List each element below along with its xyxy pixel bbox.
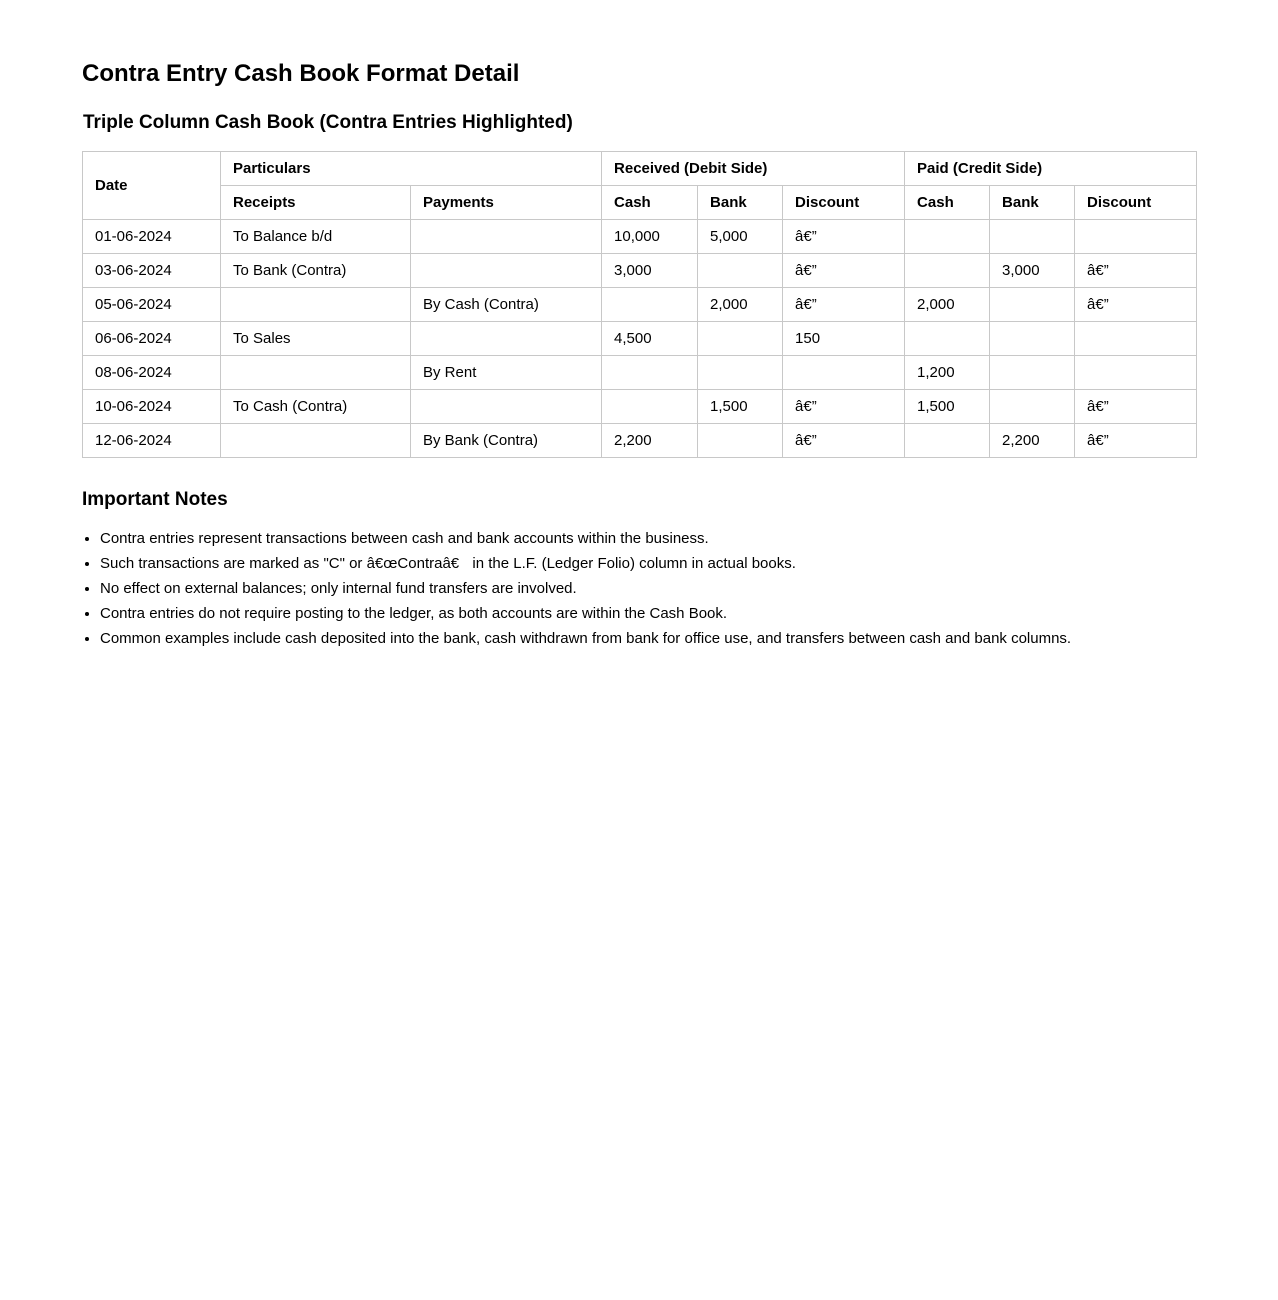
cell-paid-discount: â€” xyxy=(1075,254,1197,288)
cell-paid-cash: 1,500 xyxy=(905,390,990,424)
header-paid: Paid (Credit Side) xyxy=(905,152,1197,186)
cell-payments xyxy=(411,254,602,288)
cell-received-cash xyxy=(602,288,698,322)
list-item: • Contra entries represent transactions between cash and bank accounts within the business. xyxy=(100,526,1196,551)
cell-payments xyxy=(411,390,602,424)
table-row xyxy=(83,424,1197,458)
cell-received-discount: 150 xyxy=(783,322,905,356)
cell-date: 12-06-2024 xyxy=(83,424,221,458)
cell-received-bank: 2,000 xyxy=(698,288,783,322)
cell-date: 01-06-2024 xyxy=(83,220,221,254)
cell-paid-cash xyxy=(905,322,990,356)
cell-received-cash: 10,000 xyxy=(602,220,698,254)
header-received-bank: Bank xyxy=(698,186,783,220)
cell-paid-bank xyxy=(990,220,1075,254)
cell-received-discount: â€” xyxy=(783,220,905,254)
cell-payments xyxy=(411,220,602,254)
cell-date: 03-06-2024 xyxy=(83,254,221,288)
page-title: Contra Entry Cash Book Format Detail xyxy=(82,60,520,87)
cell-receipts: To Cash (Contra) xyxy=(221,390,411,424)
cell-receipts xyxy=(221,356,411,390)
cell-date: 05-06-2024 xyxy=(83,288,221,322)
cell-paid-discount: â€” xyxy=(1075,390,1197,424)
list-item: • Contra entries do not require posting to the ledger, as both accounts are within the Cash Book. xyxy=(100,601,1196,626)
header-particulars: Particulars xyxy=(221,152,602,186)
cell-paid-bank xyxy=(990,288,1075,322)
table-row xyxy=(83,390,1197,424)
cell-receipts: To Balance b/d xyxy=(221,220,411,254)
cell-received-discount: â€” xyxy=(783,288,905,322)
header-received-discount: Discount xyxy=(783,186,905,220)
header-row-columns xyxy=(83,186,1197,220)
cell-paid-cash xyxy=(905,254,990,288)
cell-received-discount: â€” xyxy=(783,254,905,288)
cell-received-bank xyxy=(698,322,783,356)
table-header xyxy=(83,152,1197,220)
cell-paid-cash: 2,000 xyxy=(905,288,990,322)
cell-payments: By Rent xyxy=(411,356,602,390)
cell-receipts xyxy=(221,424,411,458)
cell-date: 08-06-2024 xyxy=(83,356,221,390)
cell-received-cash xyxy=(602,356,698,390)
cell-received-discount: â€” xyxy=(783,424,905,458)
cell-date: 10-06-2024 xyxy=(83,390,221,424)
cell-date: 06-06-2024 xyxy=(83,322,221,356)
notes-list xyxy=(82,526,1196,651)
table-row xyxy=(83,288,1197,322)
header-paid-discount: Discount xyxy=(1075,186,1197,220)
cell-received-cash: 3,000 xyxy=(602,254,698,288)
cell-paid-discount: â€” xyxy=(1075,424,1197,458)
cell-received-discount xyxy=(783,356,905,390)
cell-paid-bank: 2,200 xyxy=(990,424,1075,458)
list-item: • No effect on external balances; only internal fund transfers are involved. xyxy=(100,576,1196,601)
header-paid-cash: Cash xyxy=(905,186,990,220)
cell-payments xyxy=(411,322,602,356)
cell-paid-bank xyxy=(990,322,1075,356)
list-item: • Common examples include cash deposited into the bank, cash withdrawn from bank for office use, and transfers between cash and bank columns. xyxy=(100,626,1196,651)
list-item: • Such transactions are marked as "C" or â€œContraâ€ in the L.F. (Ledger Folio) column in actual books. xyxy=(100,551,1196,576)
cell-received-discount: â€” xyxy=(783,390,905,424)
header-payments: Payments xyxy=(411,186,602,220)
cell-paid-discount: â€” xyxy=(1075,288,1197,322)
cell-paid-bank xyxy=(990,390,1075,424)
cell-paid-discount xyxy=(1075,220,1197,254)
header-date: Date xyxy=(83,152,221,220)
table-title: Triple Column Cash Book (Contra Entries Highlighted) xyxy=(83,112,573,133)
cell-paid-discount xyxy=(1075,356,1197,390)
cell-received-bank: 1,500 xyxy=(698,390,783,424)
notes-title: Important Notes xyxy=(82,489,228,510)
header-receipts: Receipts xyxy=(221,186,411,220)
table-row xyxy=(83,322,1197,356)
cell-payments: By Bank (Contra) xyxy=(411,424,602,458)
cell-paid-cash xyxy=(905,220,990,254)
cell-paid-discount xyxy=(1075,322,1197,356)
table-row xyxy=(83,356,1197,390)
cell-receipts xyxy=(221,288,411,322)
cell-received-bank xyxy=(698,356,783,390)
cell-receipts: To Sales xyxy=(221,322,411,356)
table-row xyxy=(83,220,1197,254)
cash-book-table xyxy=(82,151,1197,458)
cell-received-cash xyxy=(602,390,698,424)
cell-received-bank xyxy=(698,254,783,288)
cell-payments: By Cash (Contra) xyxy=(411,288,602,322)
cell-received-bank: 5,000 xyxy=(698,220,783,254)
header-received: Received (Debit Side) xyxy=(602,152,905,186)
cell-received-bank xyxy=(698,424,783,458)
cell-received-cash: 2,200 xyxy=(602,424,698,458)
cell-paid-cash: 1,200 xyxy=(905,356,990,390)
header-row-groups xyxy=(83,152,1197,186)
cell-paid-bank xyxy=(990,356,1075,390)
table-body xyxy=(83,220,1197,458)
cell-receipts: To Bank (Contra) xyxy=(221,254,411,288)
cell-paid-cash xyxy=(905,424,990,458)
cell-received-cash: 4,500 xyxy=(602,322,698,356)
table-row xyxy=(83,254,1197,288)
cell-paid-bank: 3,000 xyxy=(990,254,1075,288)
header-paid-bank: Bank xyxy=(990,186,1075,220)
header-received-cash: Cash xyxy=(602,186,698,220)
